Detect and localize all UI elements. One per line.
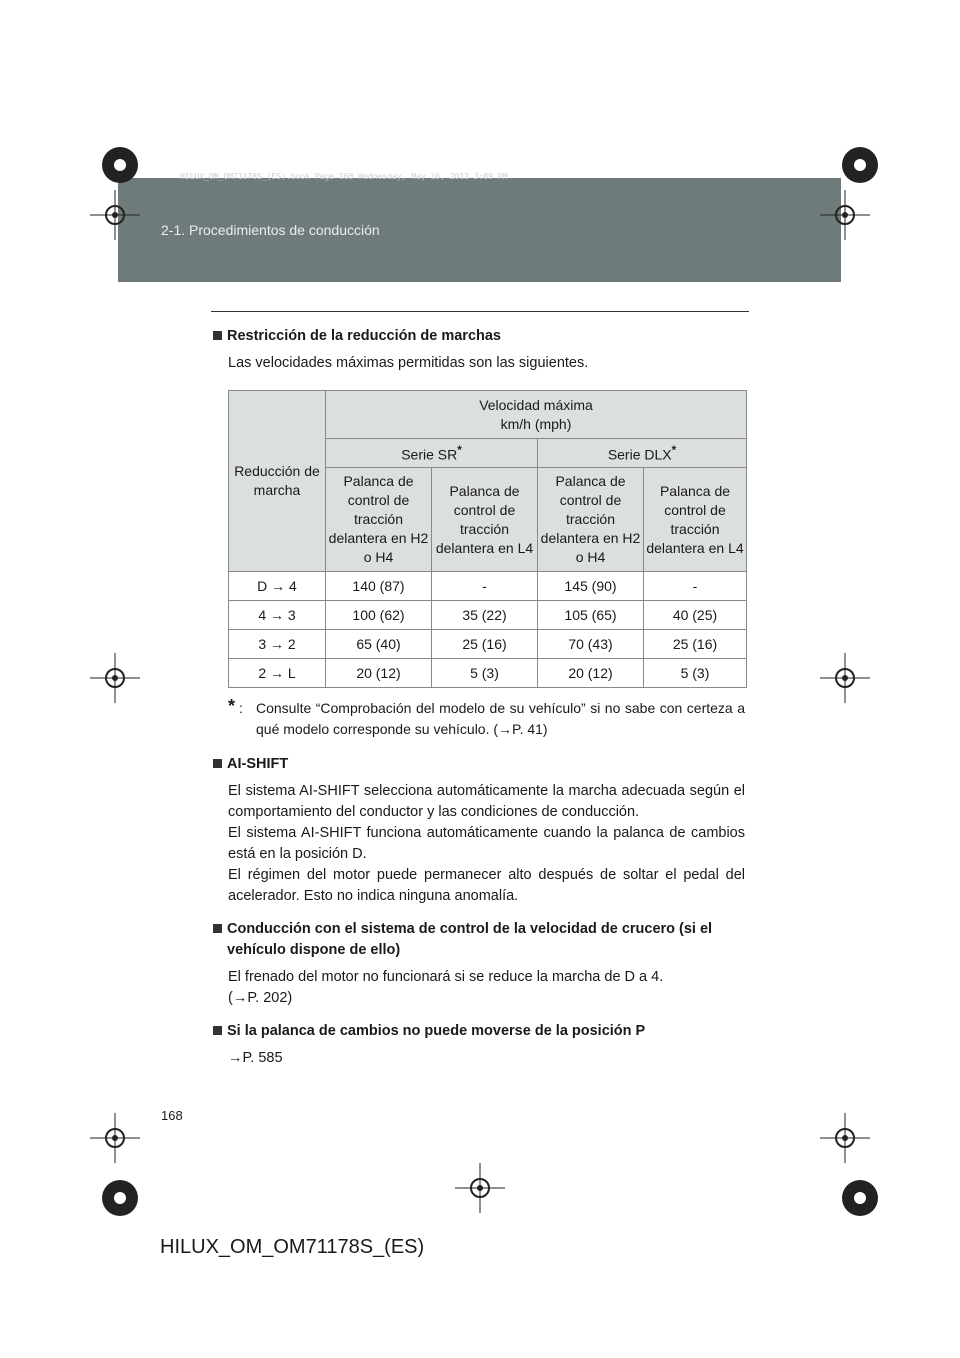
section-body: Las velocidades máximas permitidas son las siguientes. bbox=[228, 355, 589, 371]
speed-cell: - bbox=[432, 572, 538, 601]
speed-cell: 145 (90) bbox=[538, 572, 644, 601]
downshift-cell: 2 → L bbox=[229, 659, 326, 688]
registration-mark-icon bbox=[95, 140, 145, 190]
group-header-cell: Velocidad máxima km/h (mph) bbox=[326, 391, 747, 439]
speed-cell: 70 (43) bbox=[538, 630, 644, 659]
bullet-square-icon bbox=[213, 924, 222, 933]
footnote: * : Consulte “Comprobación del modelo de su vehículo” si no sabe con certeza a qué modelo corresponde su vehículo. (→P. 41) bbox=[228, 696, 745, 737]
page-content bbox=[213, 326, 745, 1081]
registration-mark-icon bbox=[95, 1173, 145, 1223]
sub-header-cell: Palanca de control de tracción delantera en L4 bbox=[644, 468, 747, 572]
speed-cell: 20 (12) bbox=[538, 659, 644, 688]
speed-cell: 25 (16) bbox=[644, 630, 747, 659]
crosshair-icon bbox=[820, 653, 870, 703]
bullet-square-icon bbox=[213, 1026, 222, 1035]
section-body: El sistema AI-SHIFT selecciona automáticamente la marcha adecuada según el comportamiento del conductor y las condiciones de conducción. El sistema AI-SHIFT funciona automáticamente cuando la palanca de cambios está en la posición D. El régimen del motor puede permanecer alto después de soltar el pedal del acelerador. Esto no indica ninguna anomalía. bbox=[228, 783, 745, 904]
speed-cell: 35 (22) bbox=[432, 601, 538, 630]
print-stamp: HILUX_OM_OM71178S_(ES).book Page 168 Wednesday, May 16, 2012 3:09 PM bbox=[180, 172, 508, 181]
sub-header-cell: Palanca de control de tracción delantera en L4 bbox=[432, 468, 538, 572]
downshift-cell: D → 4 bbox=[229, 572, 326, 601]
speed-cell: - bbox=[644, 572, 747, 601]
speed-cell: 40 (25) bbox=[644, 601, 747, 630]
content-rule bbox=[211, 311, 749, 312]
speed-cell: 140 (87) bbox=[326, 572, 432, 601]
section-title: Conducción con el sistema de control de la velocidad de crucero (si el vehículo dispone de ello) bbox=[213, 919, 745, 961]
speed-cell: 100 (62) bbox=[326, 601, 432, 630]
registration-mark-icon bbox=[835, 140, 885, 190]
speed-cell: 5 (3) bbox=[432, 659, 538, 688]
speed-table bbox=[228, 390, 747, 688]
speed-cell: 105 (65) bbox=[538, 601, 644, 630]
sub-header-cell: Palanca de control de tracción delantera en H2 o H4 bbox=[326, 468, 432, 572]
section-title: AI-SHIFT bbox=[213, 754, 745, 775]
crosshair-icon bbox=[90, 190, 140, 240]
section-body: El frenado del motor no funcionará si se reduce la marcha de D a 4. (→P. 202) bbox=[228, 969, 664, 1006]
section-title: Restricción de la reducción de marchas bbox=[213, 326, 745, 347]
footnote-mark: * bbox=[228, 696, 236, 716]
bullet-square-icon bbox=[213, 759, 222, 768]
series-header-sr: Serie SR* bbox=[326, 439, 538, 468]
section-body: →P. 585 bbox=[228, 1050, 283, 1066]
table-row bbox=[229, 601, 747, 630]
registration-mark-icon bbox=[835, 1173, 885, 1223]
page-number: 168 bbox=[161, 1108, 183, 1123]
crosshair-icon bbox=[90, 1113, 140, 1163]
section-label: 2-1. Procedimientos de conducción bbox=[161, 222, 380, 238]
document-code: HILUX_OM_OM71178S_(ES) bbox=[160, 1236, 425, 1258]
table-row bbox=[229, 630, 747, 659]
downshift-cell: 3 → 2 bbox=[229, 630, 326, 659]
series-header-dlx: Serie DLX* bbox=[538, 439, 747, 468]
speed-cell: 25 (16) bbox=[432, 630, 538, 659]
crosshair-icon bbox=[455, 1163, 505, 1213]
table-row bbox=[229, 572, 747, 601]
row-header-cell: Reducción de marcha bbox=[229, 391, 326, 572]
speed-cell: 20 (12) bbox=[326, 659, 432, 688]
table-row bbox=[229, 659, 747, 688]
downshift-cell: 4 → 3 bbox=[229, 601, 326, 630]
sub-header-cell: Palanca de control de tracción delantera en H2 o H4 bbox=[538, 468, 644, 572]
speed-cell: 65 (40) bbox=[326, 630, 432, 659]
crosshair-icon bbox=[820, 1113, 870, 1163]
section-title: Si la palanca de cambios no puede moverse de la posición P bbox=[213, 1021, 745, 1042]
bullet-square-icon bbox=[213, 331, 222, 340]
crosshair-icon bbox=[820, 190, 870, 240]
speed-cell: 5 (3) bbox=[644, 659, 747, 688]
crosshair-icon bbox=[90, 653, 140, 703]
